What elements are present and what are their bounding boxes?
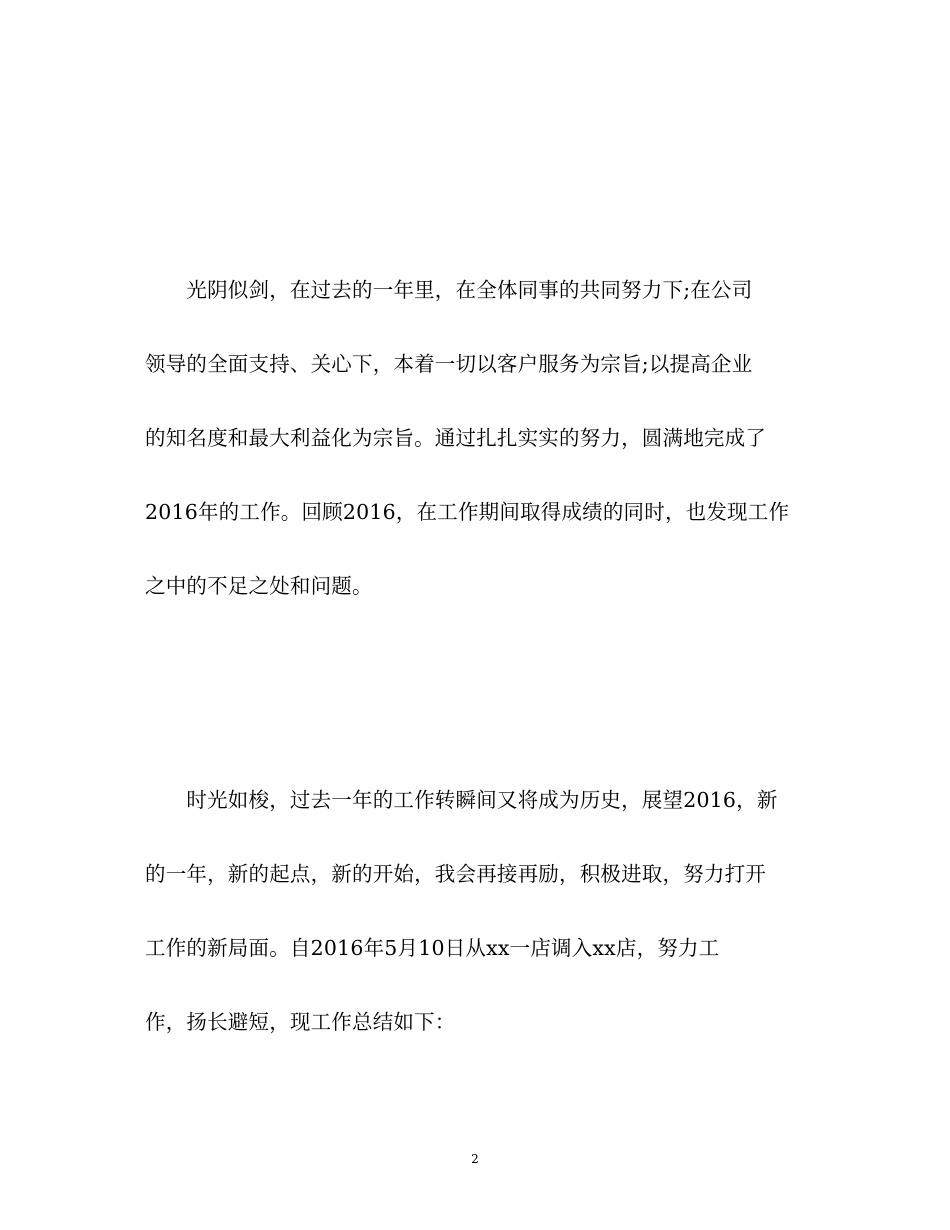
paragraph-annual-review [145,276,815,646]
paragraph-line: 之中的不足之处和问题。 [145,574,373,598]
paragraph-line: 工作的新局面。自2016年5月10日从xx一店调入xx店，努力工 [145,936,720,960]
paragraph-line: 时光如梭，过去一年的工作转瞬间又将成为历史，展望2016，新 [145,788,778,812]
paragraph-line: 的知名度和最大利益化为宗旨。通过扎扎实实的努力，圆满地完成了 [145,426,766,450]
paragraph-line: 作，扬长避短，现工作总结如下： [145,1010,456,1034]
paragraph-line: 领导的全面支持、关心下，本着一切以客户服务为宗旨;以提高企业 [145,352,753,376]
paragraph-line: 2016年的工作。回顾2016，在工作期间取得成绩的同时，也发现工作 [145,500,790,524]
paragraph-line: 的一年，新的起点，新的开始，我会再接再励，积极进取，努力打开 [145,862,766,886]
page-number: 2 [471,1152,479,1166]
paragraph-line: 光阴似剑，在过去的一年里，在全体同事的共同努力下;在公司 [145,278,753,302]
paragraph-outlook [145,786,815,1082]
